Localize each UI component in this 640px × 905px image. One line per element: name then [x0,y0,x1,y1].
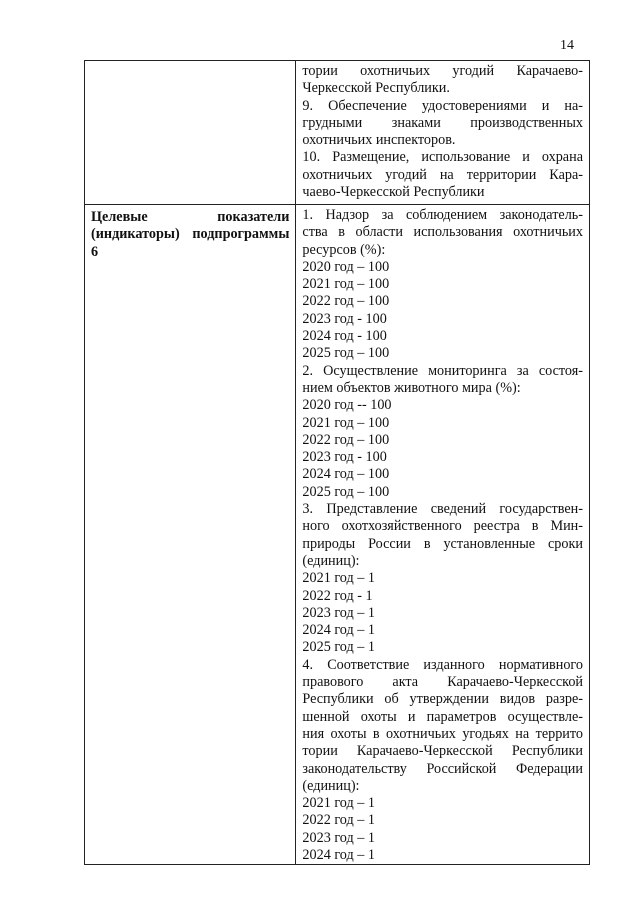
text-line: законодательству Российской Федерации [302,760,583,777]
text-line: правового акта Карачаево-Черкесской [302,674,583,691]
program-passport-table [84,60,590,865]
indicators-label-cell [85,205,296,865]
text-line: 2021 год – 1 [302,570,375,587]
text-line: 2021 год – 100 [302,276,390,293]
text-line: шенной охоты и параметров осуществле- [302,708,583,725]
text-line: ресурсов (%): [302,241,386,258]
tasks-lines [296,61,589,201]
row-label [91,63,289,65]
text-line: 2024 год – 1 [302,622,375,639]
text-line: 2022 год – 1 [302,812,375,829]
text-line: охотничьих угодий на территории Кара- [302,166,583,183]
text-line: чаево-Черкесской Республики [302,184,485,201]
text-line: ного охотхозяйственного реестра в Мин- [302,518,583,535]
text-line: 2023 год - 100 [302,449,387,466]
text-line: природы России в установленные сроки [302,535,583,552]
text-line: 2025 год – 1 [302,639,375,656]
tasks-label-cell [85,61,296,205]
indicators-content-cell [296,205,590,865]
text-line: 2025 год – 100 [302,345,390,362]
text-line: 2025 год – 100 [302,483,390,500]
row-label: Целевые показатели (индикаторы) подпрограммы 6 [91,209,290,260]
text-line: грудными знаками производственных [302,114,583,131]
table-row-tasks-continued [85,61,590,205]
text-line: 2023 год – 1 [302,829,375,846]
text-line: 4. Соответствие изданного нормативного [302,656,583,673]
indicator-lines [296,205,589,864]
text-line: 2024 год – 1 [302,846,375,863]
text-line: охотничьих инспекторов. [302,132,456,149]
table-row-target-indicators [85,205,590,865]
text-line: тории охотничьих угодий Карачаево- [302,63,583,79]
text-line: 2021 год – 100 [302,414,390,431]
text-line: Республики об утверждении видов разре- [302,691,583,708]
text-line: 2022 год – 100 [302,293,390,310]
text-line: 1. Надзор за соблюдением законодатель- [302,207,583,223]
text-line: 2022 год - 1 [302,587,373,604]
text-line: 2. Осуществление мониторинга за состоя- [302,362,583,379]
text-line: 9. Обеспечение удостоверениями и на- [302,97,583,114]
text-line: (единиц): [302,552,360,569]
text-line: нием объектов животного мира (%): [302,379,521,396]
text-line: тории Карачаево-Черкесской Республики [302,743,583,760]
text-line: 2024 год – 100 [302,466,390,483]
text-line: ства в области использования охотничьих [302,224,583,241]
text-line: 2021 год – 1 [302,795,375,812]
text-line: Черкесской Республики. [302,80,450,97]
text-line: 2020 год – 100 [302,258,390,275]
text-line: 2024 год - 100 [302,328,387,345]
text-line: (единиц): [302,777,360,794]
page-number: 14 [560,38,574,53]
text-line: ния охоты в охотничьих угодьях на террито [302,725,583,742]
text-line: 2020 год -- 100 [302,397,392,414]
text-line: 10. Размещение, использование и охрана [302,149,583,166]
tasks-content-cell [296,61,590,205]
text-line: 2023 год - 100 [302,310,387,327]
text-line: 3. Представление сведений государствен- [302,501,583,518]
text-line: 2023 год – 1 [302,604,375,621]
text-line: 2022 год – 100 [302,431,390,448]
